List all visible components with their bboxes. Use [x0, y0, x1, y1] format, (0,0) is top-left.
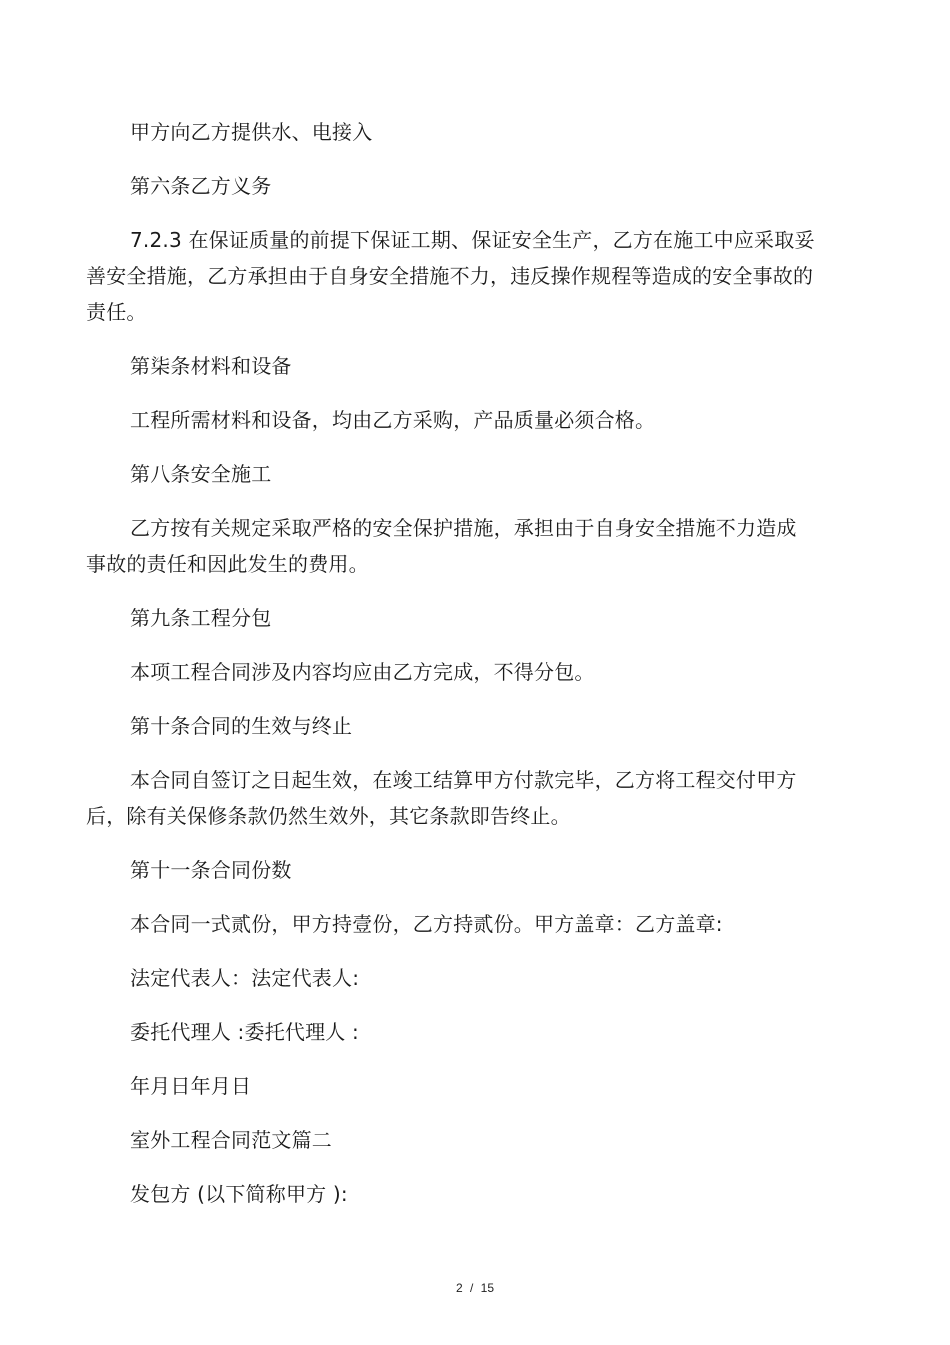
heading-article-9: 第九条工程分包 [130, 606, 272, 630]
paragraph-subcontract: 本项工程合同涉及内容均应由乙方完成，不得分包。 [130, 660, 595, 684]
paragraph-copies: 本合同一式贰份，甲方持壹份，乙方持贰份。甲方盖章：乙方盖章: [130, 912, 723, 936]
paragraph-safety-construction: 乙方按有关规定采取严格的安全保护措施，承担由于自身安全措施不力造成事故的责任和因此发生的费用。 [86, 516, 797, 576]
paragraph-contractor: 发包方 (以下简称甲方 ): [130, 1182, 348, 1206]
heading-template-2: 室外工程合同范文篇二 [130, 1128, 332, 1152]
page-separator: / [469, 1281, 474, 1295]
heading-article-8: 第八条安全施工 [130, 462, 272, 486]
heading-article-11: 第十一条合同份数 [130, 858, 292, 882]
paragraph-materials: 工程所需材料和设备，均由乙方采购，产品质量必须合格。 [130, 408, 656, 432]
paragraph-effect-termination: 本合同自签订之日起生效，在竣工结算甲方付款完毕，乙方将工程交付甲方后，除有关保修条款仍然生效外，其它条款即告终止。 [86, 768, 797, 828]
total-pages: 15 [480, 1281, 495, 1295]
document-body [86, 114, 816, 1230]
heading-article-10: 第十条合同的生效与终止 [130, 714, 353, 738]
heading-article-7: 第柒条材料和设备 [130, 354, 292, 378]
current-page: 2 [455, 1281, 463, 1295]
paragraph-water-electric: 甲方向乙方提供水、电接入 [130, 120, 373, 144]
paragraph-legal-rep: 法定代表人：法定代表人: [130, 966, 360, 990]
paragraph-safety-duty: 7.2.3 在保证质量的前提下保证工期、保证安全生产，乙方在施工中应采取妥善安全措施，乙方承担由于自身安全措施不力，违反操作规程等造成的安全事故的责任。 [86, 228, 815, 324]
paragraph-date: 年月日年月日 [130, 1074, 252, 1098]
paragraph-agent: 委托代理人 :委托代理人 : [130, 1020, 359, 1044]
page-number [0, 1281, 950, 1295]
heading-article-6: 第六条乙方义务 [130, 174, 272, 198]
